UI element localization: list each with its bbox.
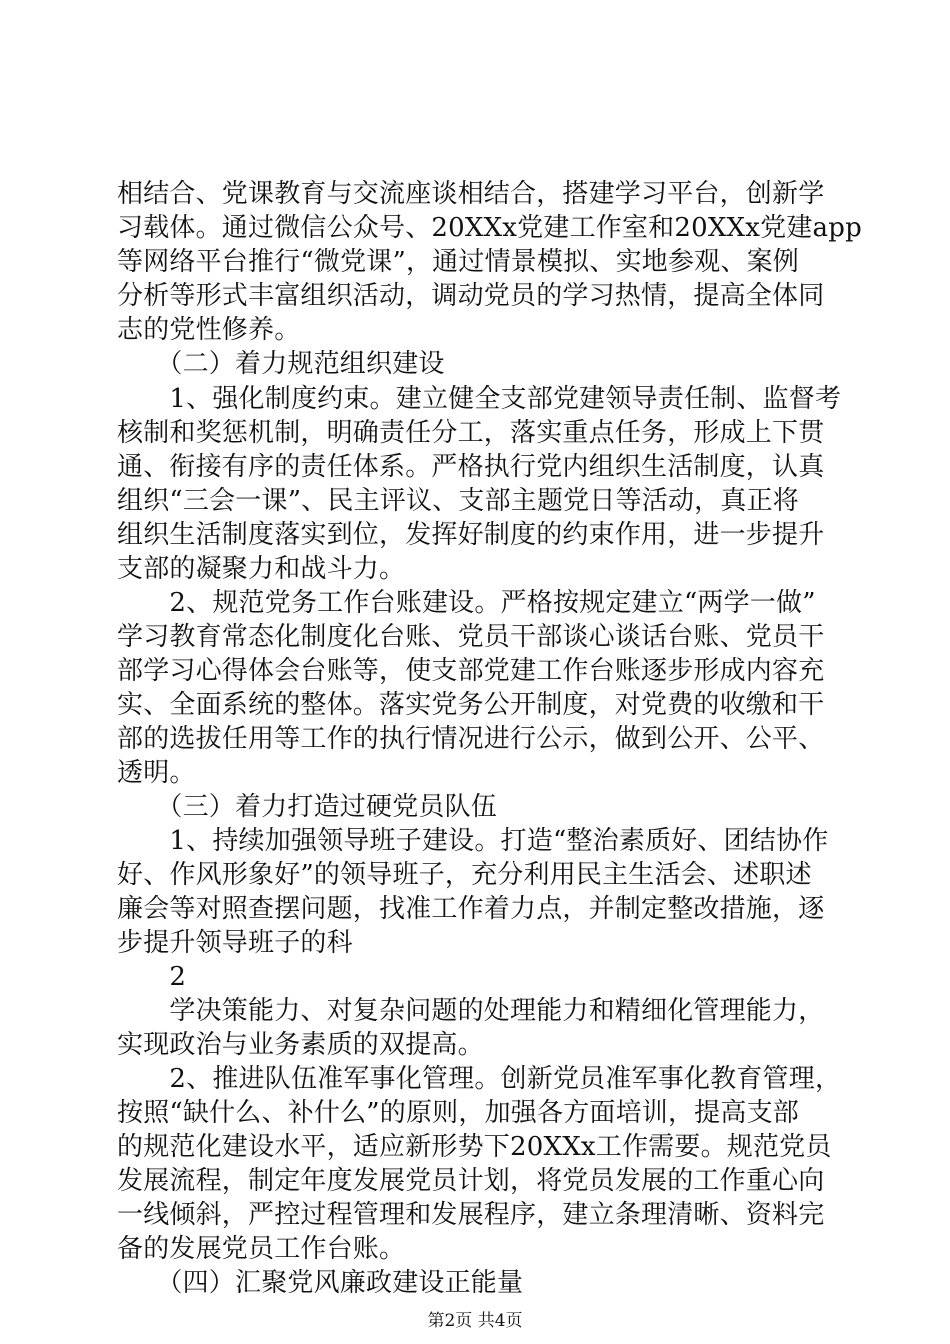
body-line: 学习教育常态化制度化台账、党员干部谈心谈话台账、党员干 [117, 622, 825, 652]
inline-page-number: 2 [117, 962, 187, 992]
body-line: 1、强化制度约束。建立健全支部党建领导责任制、监督考 [117, 384, 842, 414]
body-line: 透明。 [117, 758, 196, 788]
body-line: 一线倾斜，严控过程管理和发展程序，建立条理清晰、资料完 [117, 1200, 825, 1230]
body-line: 实、全面系统的整体。落实党务公开制度，对党费的收缴和干 [117, 690, 825, 720]
body-line: 好、作风形象好”的领导班子，充分利用民主生活会、述职述 [117, 860, 812, 890]
body-line: 志的党性修养。 [117, 315, 301, 345]
body-line: 学决策能力、对复杂问题的处理能力和精细化管理能力， [117, 996, 825, 1026]
body-line: 等网络平台推行“微党课”，通过情景模拟、实地参观、案例 [117, 247, 799, 277]
body-line: 的规范化建设水平，适应新形势下20XXx工作需要。规范党员 [117, 1132, 832, 1162]
body-line: 步提升领导班子的科 [117, 928, 353, 958]
body-line: 部的选拔任用等工作的执行情况进行公示，做到公开、公平、 [117, 724, 825, 754]
body-line: 核制和奖惩机制，明确责任分工，落实重点任务，形成上下贯 [117, 418, 825, 448]
page-footer: 第2页 共4页 [427, 1311, 523, 1331]
body-line: 实现政治与业务素质的双提高。 [117, 1030, 484, 1060]
section-heading: （四）汇聚党风廉政建设正能量 [117, 1268, 524, 1298]
body-line: 备的发展党员工作台账。 [117, 1234, 406, 1264]
body-line: 相结合、党课教育与交流座谈相结合，搭建学习平台，创新学 [117, 179, 825, 209]
body-line: 组织“三会一课”、民主评议、支部主题党日等活动，真正将 [117, 486, 799, 516]
body-line: 发展流程，制定年度发展党员计划，将党员发展的工作重心向 [117, 1166, 825, 1196]
body-line: 支部的凝聚力和战斗力。 [117, 554, 406, 584]
body-line: 2、推进队伍准军事化管理。创新党员准军事化教育管理， [117, 1064, 842, 1094]
section-heading: （三）着力打造过硬党员队伍 [117, 792, 498, 822]
body-line: 1、持续加强领导班子建设。打造“整治素质好、团结协作 [117, 826, 829, 856]
section-heading: （二）着力规范组织建设 [117, 349, 445, 379]
body-line: 2、规范党务工作台账建设。严格按规定建立“两学一做” [117, 588, 816, 618]
body-line: 组织生活制度落实到位，发挥好制度的约束作用，进一步提升 [117, 520, 825, 550]
body-line: 分析等形式丰富组织活动，调动党员的学习热情，提高全体同 [117, 281, 825, 311]
body-line: 习载体。通过微信公众号、20XXx党建工作室和20XXx党建app [117, 213, 862, 243]
body-line: 廉会等对照查摆问题，找准工作着力点，并制定整改措施，逐 [117, 894, 825, 924]
body-line: 部学习心得体会台账等，使支部党建工作台账逐步形成内容充 [117, 656, 825, 686]
body-line: 按照“缺什么、补什么”的原则，加强各方面培训，提高支部 [117, 1098, 799, 1128]
body-line: 通、衔接有序的责任体系。严格执行党内组织生活制度，认真 [117, 452, 825, 482]
